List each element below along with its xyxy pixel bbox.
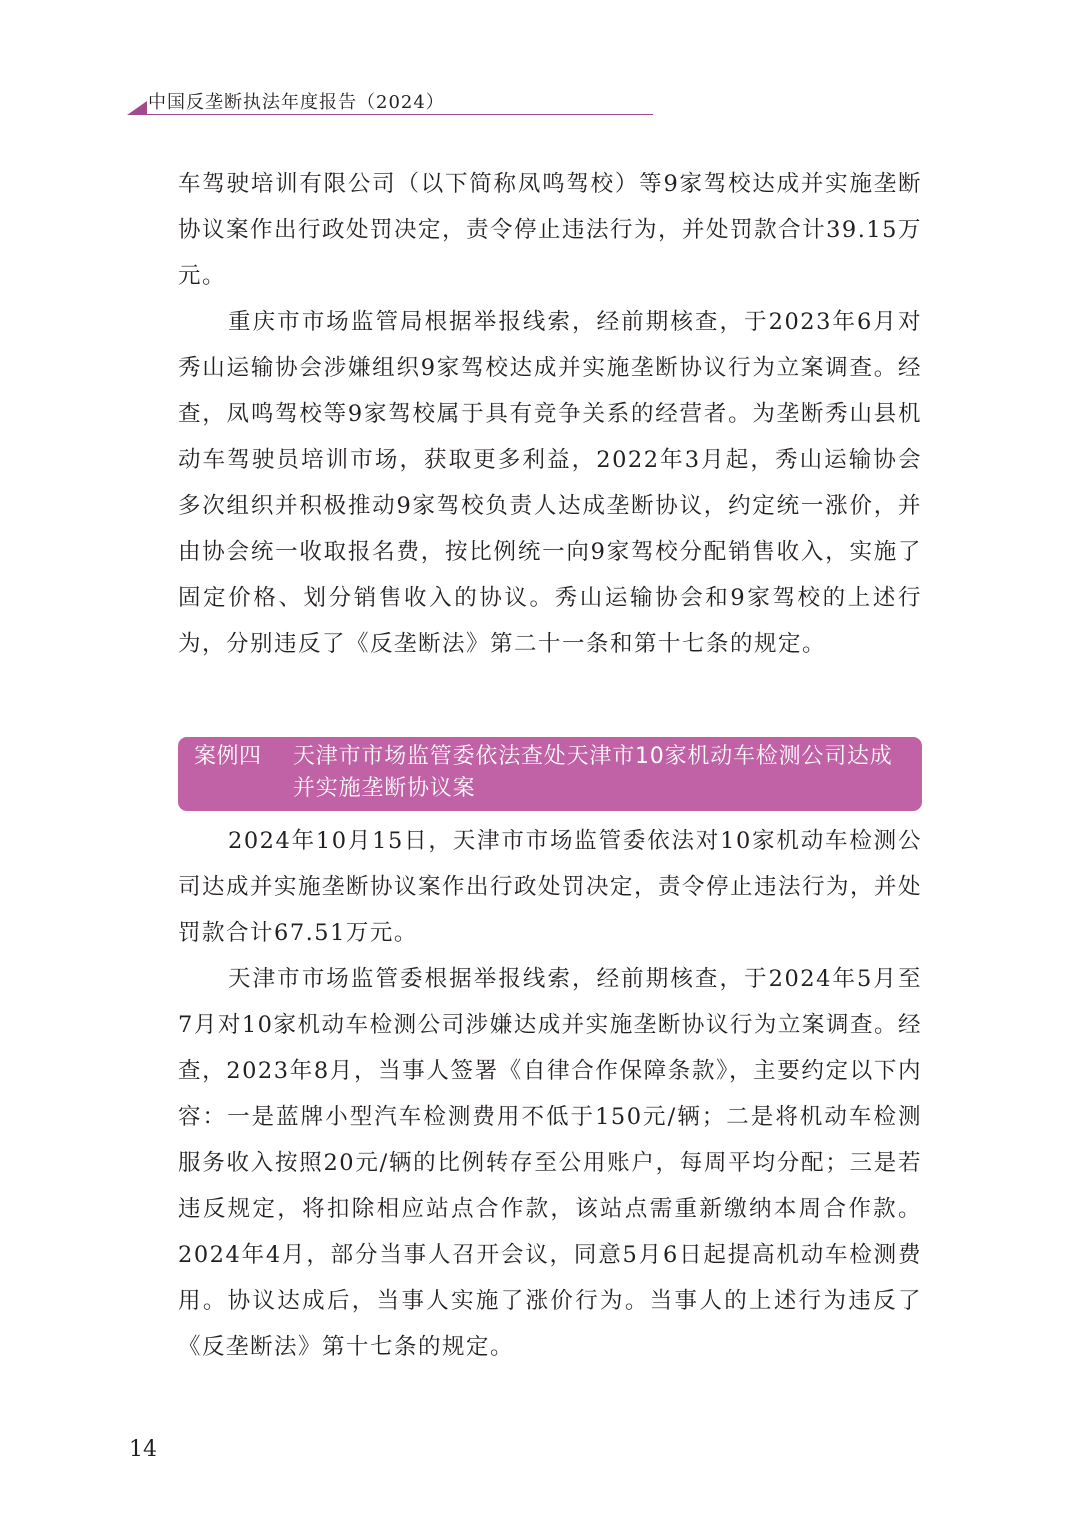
running-header-title: 中国反垄断执法年度报告（2024） bbox=[148, 92, 445, 113]
header-triangle-icon bbox=[127, 101, 147, 115]
case-label: 案例四 bbox=[194, 744, 262, 769]
paragraph-1: 车驾驶培训有限公司（以下简称凤鸣驾校）等9家驾校达成并实施垄断协议案作出行政处罚决定，责令停止违法行为，并处罚款合计39.15万元。 bbox=[178, 171, 922, 289]
paragraph-4: 天津市市场监管委根据举报线索，经前期核查，于2024年5月至7月对10家机动车检测公司涉嫌达成并实施垄断协议行为立案调查。经查，2023年8月，当事人签署《自律合作保障条款》，主要约定以下内容：一是蓝牌小型汽车检测费用不低于150元/辆；二是将机动车检测服务收入按照20元/辆的比例转存至公用账户，每周平均分配；三是若违反规定，将扣除相应站点合作款，该站点需重新缴纳本周合作款。2024年4月，部分当事人召开会议，同意5月6日起提高机动车检测费用。协议达成后，当事人实施了涨价行为。当事人的上述行为违反了《反垄断法》第十七条的规定。 bbox=[178, 966, 922, 1360]
case-title: 天津市市场监管委依法查处天津市10家机动车检测公司达成并实施垄断协议案 bbox=[293, 744, 893, 801]
case-heading-box bbox=[178, 737, 922, 811]
paragraph-3: 2024年10月15日，天津市市场监管委依法对10家机动车检测公司达成并实施垄断协议案作出行政处罚决定，责令停止违法行为，并处罚款合计67.51万元。 bbox=[178, 828, 923, 946]
header-rule bbox=[145, 114, 653, 115]
paragraph-2: 重庆市市场监管局根据举报线索，经前期核查，于2023年6月对秀山运输协会涉嫌组织9家驾校达成并实施垄断协议行为立案调查。经查，凤鸣驾校等9家驾校属于具有竞争关系的经营者。为垄断秀山县机动车驾驶员培训市场，获取更多利益，2022年3月起，秀山运输协会多次组织并积极推动9家驾校负责人达成垄断协议，约定统一涨价，并由协会统一收取报名费，按比例统一向9家驾校分配销售收入，实施了固定价格、划分销售收入的协议。秀山运输协会和9家驾校的上述行为，分别违反了《反垄断法》第二十一条和第十七条的规定。 bbox=[178, 309, 922, 657]
page-number: 14 bbox=[129, 1437, 157, 1462]
